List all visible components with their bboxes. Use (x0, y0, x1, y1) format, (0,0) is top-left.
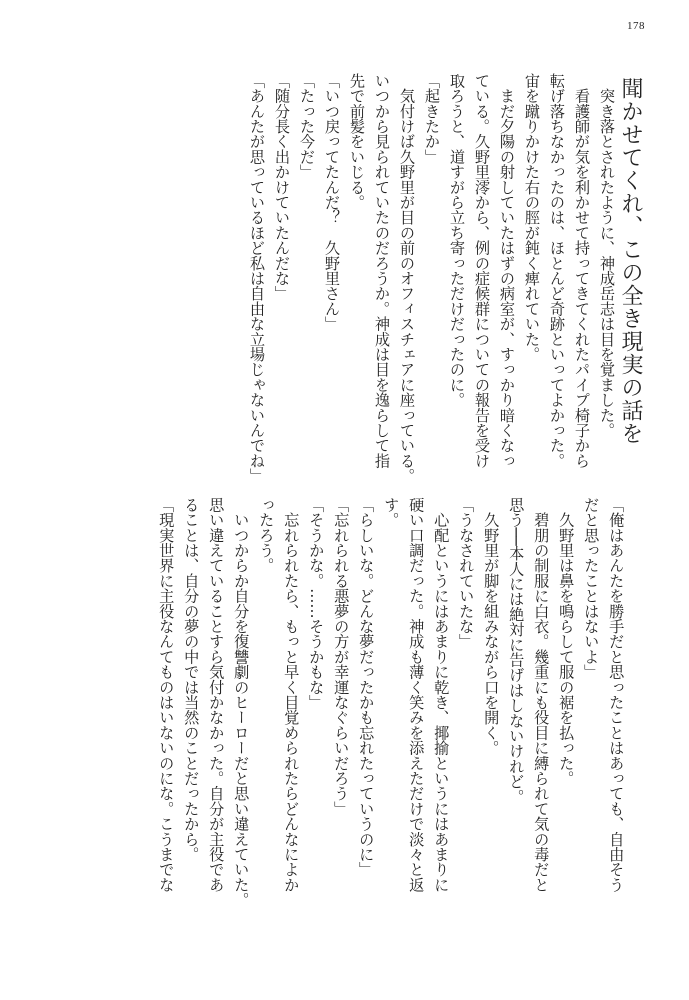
text-line: 突き落とされたように、神成岳志は目を覚ました。 (598, 73, 616, 438)
text-line: 「随分長く出かけていたんだな」 (273, 73, 291, 301)
text-line: 久野里が脚を組みながら口を開く。 (482, 497, 501, 756)
text-line: いつからか自分を復讐劇のヒーローだと思い違えていた。 (232, 497, 251, 908)
text-line: 「そうかな。……そうかもな」 (307, 497, 326, 710)
text-line: 「忘れられる悪夢の方が幸運なぐらいだろう」 (332, 497, 351, 817)
text-line: 「うなされていたな」 (457, 497, 476, 649)
text-line: 看護師が気を利かせて持ってきてくれたパイプ椅子から (573, 73, 591, 469)
text-line: 「らしいな。どんな夢だったかも忘れたっていうのに」 (357, 497, 376, 877)
text-line: 「あんたが思っているほど私は自由な立場じゃないんでね」 (248, 73, 266, 484)
text-line: 心配というにはあまりに乾き、揶揄というにはあまりに (432, 497, 451, 893)
text-line: 「起きたか」 (423, 73, 441, 165)
text-line: 硬い口調だった。神成も薄く笑みを添えただけで淡々と返 (407, 497, 426, 893)
text-line: 「俺はあんたを勝手だと思ったことはあっても、自由そう (607, 497, 626, 893)
chapter-title: 聞かせてくれ、この全き現実の話を (618, 77, 643, 445)
text-line: 気付けば久野里が目の前のオフィスチェアに座っている。 (398, 73, 416, 484)
text-line: 「いつ戻ってたんだ？ 久野里さん」 (323, 73, 341, 332)
text-line: 転げ落ちなかったのは、ほとんど奇跡といってよかった。 (548, 73, 566, 469)
text-line: いつから見られていたのだろうか。神成は目を逸らして指 (373, 73, 391, 469)
text-line: 「たった今だ」 (298, 73, 316, 180)
text-line: 思う──本人には絶対に告げはしないけれど。 (507, 497, 526, 805)
text-line: だと思ったことはないよ」 (582, 497, 601, 680)
text-line: 取ろうと、道すがら立ち寄っただけだったのに。 (448, 73, 466, 408)
text-line: 宙を蹴りかけた右の脛が鈍く痺れていた。 (523, 73, 541, 362)
text-line: ることは、自分の夢の中では当然のことだったから。 (182, 497, 201, 862)
text-line: 「現実世界に主役なんてものはいないのにな。こうまでな (157, 497, 176, 893)
text-line: 碧朋の制服に白衣。幾重にも役目に縛られて気の毒だと (532, 497, 551, 893)
text-line: 忘れられたら、もっと早く目覚められたらどんなによか (282, 497, 301, 893)
text-line: 久野里は鼻を鳴らして服の裾を払った。 (557, 497, 576, 786)
page-number: 178 (627, 20, 645, 32)
text-line: 先で前髪をいじる。 (348, 73, 366, 210)
text-line: 思い違えていることすら気付かなかった。自分が主役であ (207, 497, 226, 893)
text-line: まだ夕陽の射していたはずの病室が、すっかり暗くなっ (498, 73, 516, 469)
text-line: ったろう。 (257, 497, 276, 573)
text-line: す。 (382, 497, 401, 528)
text-line: ている。久野里澪から、例の症候群についての報告を受け (473, 73, 491, 469)
